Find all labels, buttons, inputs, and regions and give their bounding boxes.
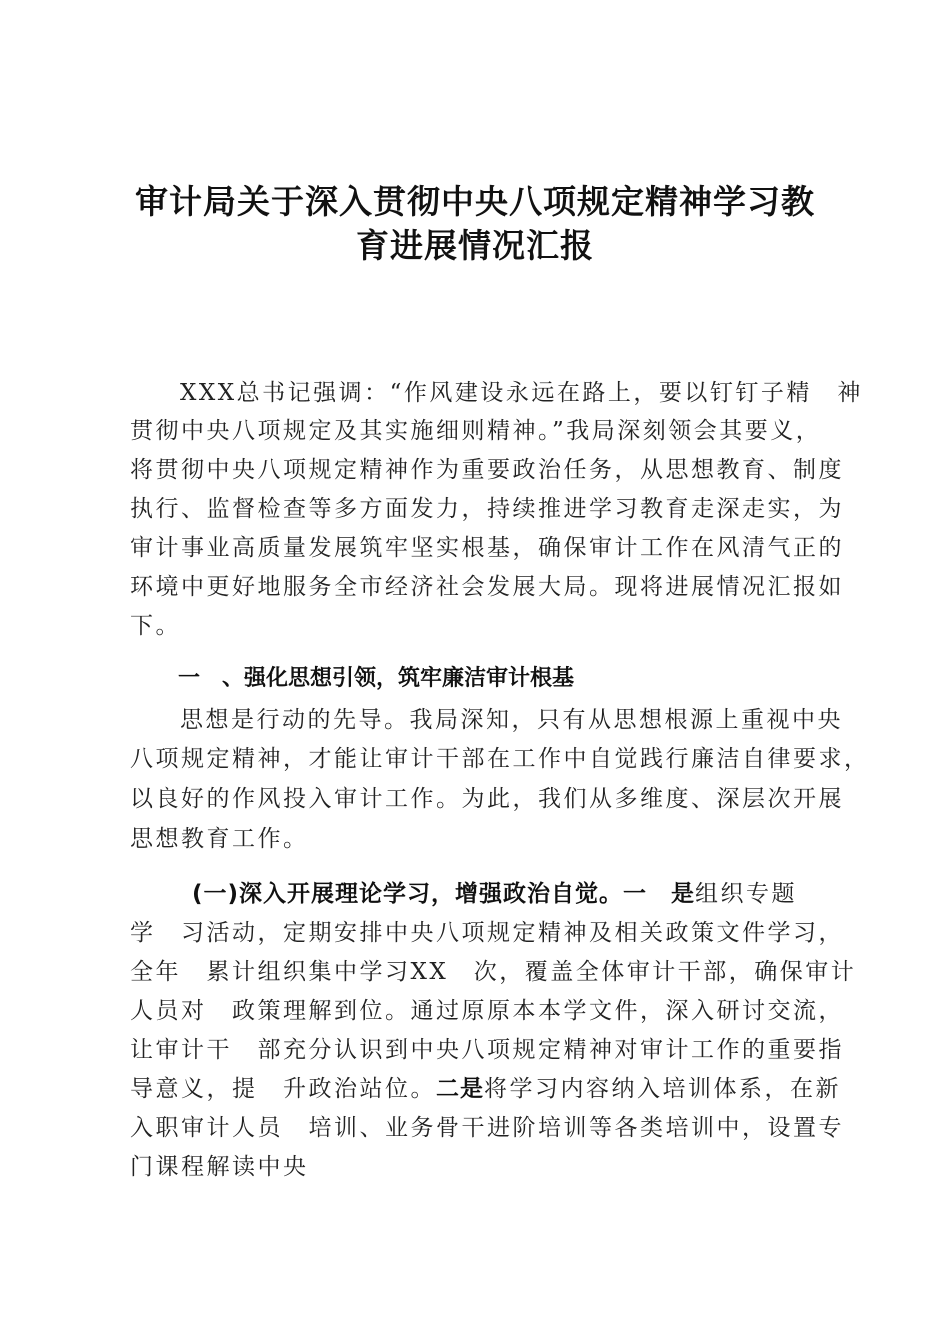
document-title-line1: 审计局关于深入贯彻中央八项规定精神学习教 bbox=[135, 182, 815, 221]
intro-line: 审计事业高质量发展筑牢坚实根基，确保审计工作在风清气正的 bbox=[130, 535, 844, 561]
section1-line: 思想是行动的先导。我局深知，只有从思想根源上重视中央 bbox=[180, 707, 843, 733]
section1-line: 以良好的作风投入审计工作。为此，我们从多维度、深层次开展 bbox=[130, 786, 844, 812]
subsection1-line6-rest: 将学习内容纳入培训体系，在新 bbox=[484, 1076, 841, 1102]
intro-line: 环境中更好地服务全市经济社会发展大局。现将进展情况汇报如 bbox=[130, 574, 844, 600]
subsection1-line: 门课程解读中央 bbox=[130, 1154, 309, 1180]
section-heading: 一 、强化思想引领，筑牢廉洁审计根基 bbox=[178, 666, 575, 691]
intro-line: 执行、监督检查等多方面发力，持续推进学习教育走深走实，为 bbox=[130, 496, 844, 522]
subsection1-line: 人员对 政策理解到位。通过原原本本学文件，深入研讨交流， bbox=[130, 998, 844, 1024]
intro-line: 贯彻中央八项规定及其实施细则精神。”我局深刻领会其要义， bbox=[130, 418, 822, 444]
subsection1-line bbox=[130, 1074, 841, 1104]
intro-line: 下。 bbox=[130, 613, 181, 639]
subsection1-line: 让审计干 部充分认识到中央八项规定精神对审计工作的重要指 bbox=[130, 1037, 844, 1063]
subsection1-line: 学 习活动，定期安排中央八项规定精神及相关政策文件学习， bbox=[130, 920, 844, 946]
section1-line: 思想教育工作。 bbox=[130, 826, 309, 852]
document-title-line2: 育进展情况汇报 bbox=[356, 226, 594, 265]
subsection1-line: 入职审计人员 培训、业务骨干进阶培训等各类培训中，设置专 bbox=[130, 1115, 844, 1141]
subsection1-line bbox=[192, 879, 892, 909]
intro-line: XXX总书记强调：“作风建设永远在路上，要以钉钉子精 神 bbox=[180, 380, 863, 406]
subsection1-bold-second: 二是 bbox=[436, 1076, 484, 1102]
subsection1-line: 全年 累计组织集中学习XX 次，覆盖全体审计干部，确保审计 bbox=[130, 959, 857, 985]
section1-line: 八项规定精神，才能让审计干部在工作中自觉践行廉洁自律要求， bbox=[130, 746, 870, 772]
intro-line: 将贯彻中央八项规定精神作为重要政治任务，从思想教育、制度 bbox=[130, 457, 844, 483]
subsection1-bold-lead: (一)深入开展理论学习，增强政治自觉。一 是 bbox=[192, 881, 696, 907]
subsection1-line1-rest: 组织专题 bbox=[695, 881, 798, 907]
subsection1-line6-start: 导意义，提 升政治站位。 bbox=[130, 1076, 436, 1102]
